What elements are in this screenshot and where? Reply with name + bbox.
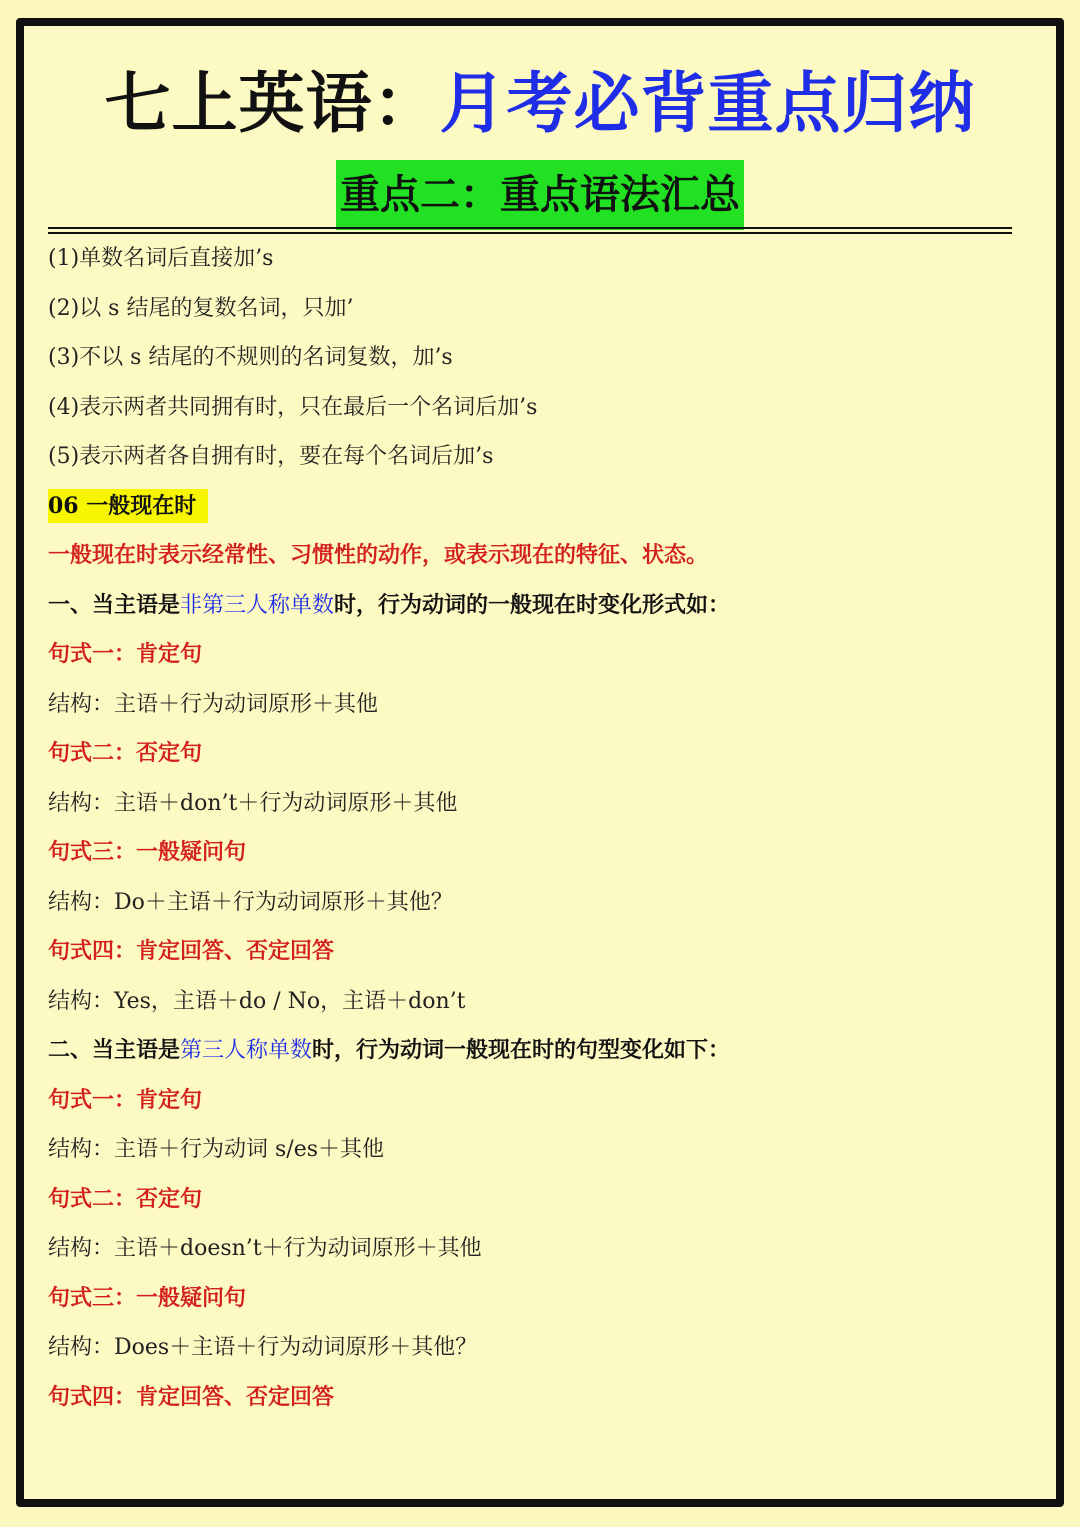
pattern-label: 句式四：肯定回答、否定回答: [48, 1383, 335, 1410]
pattern-structure: 结构：Does＋主语＋行为动词原形＋其他？: [48, 1335, 478, 1360]
pattern-label: 句式三：一般疑问句: [48, 1284, 247, 1311]
content-body: [48, 234, 1008, 1422]
pattern-structure: 结构：主语＋doesn’t＋行为动词原形＋其他: [48, 1236, 482, 1261]
subtitle-container: [0, 160, 1080, 230]
rule-item: (2)以 s 结尾的复数名词，只加’: [48, 295, 354, 321]
section-tag: 06 一般现在时: [48, 489, 208, 523]
part2-heading-pre: 二、当主语是: [48, 1037, 181, 1063]
pattern-structure: 结构：Yes，主语＋do / No，主语＋don’t: [48, 988, 466, 1014]
part1-heading-pre: 一、当主语是: [48, 591, 181, 618]
section-subtitle: 重点二：重点语法汇总: [336, 160, 744, 230]
part1-heading-post: 时，行为动词的一般现在时变化形式如：: [334, 591, 731, 618]
rule-item: (3)不以 s 结尾的不规则的名词复数，加’s: [48, 345, 453, 370]
section-definition: 一般现在时表示经常性、习惯性的动作，或表示现在的特征、状态。: [48, 542, 709, 568]
pattern-label: 句式二：否定句: [48, 1185, 203, 1212]
rule-item: (1)单数名词后直接加’s: [48, 246, 274, 271]
title-main: 月考必背重点归纳: [439, 65, 976, 142]
title-prefix: 七上英语：: [104, 65, 440, 142]
pattern-label: 句式一：肯定句: [48, 641, 203, 667]
pattern-structure: 结构：主语＋行为动词原形＋其他: [48, 691, 379, 717]
pattern-label: 句式四：肯定回答、否定回答: [48, 938, 335, 964]
part1-heading-highlight: 非第三人称单数: [180, 592, 335, 618]
part1-heading: [48, 581, 1008, 631]
pattern-structure: 结构：主语＋don’t＋行为动词原形＋其他: [48, 790, 458, 816]
pattern-label: 句式三：一般疑问句: [48, 839, 247, 865]
pattern-label: 句式一：肯定句: [48, 1086, 203, 1113]
pattern-label: 句式二：否定句: [48, 740, 203, 766]
rule-item: (5)表示两者各自拥有时，要在每个名词后加’s: [48, 444, 494, 469]
pattern-structure: 结构：Do＋主语＋行为动词原形＋其他？: [48, 889, 453, 915]
part2-heading-post: 时，行为动词一般现在时的句型变化如下：: [312, 1037, 731, 1063]
pattern-structure: 结构：主语＋行为动词 s/es＋其他: [48, 1137, 385, 1162]
divider-top: [48, 227, 1012, 229]
part2-heading-highlight: 第三人称单数: [180, 1038, 313, 1063]
rule-item: (4)表示两者共同拥有时，只在最后一个名词后加’s: [48, 394, 538, 420]
section-tag-row: [48, 482, 1008, 532]
part2-heading: [48, 1026, 1008, 1076]
page-title: [0, 64, 1080, 144]
